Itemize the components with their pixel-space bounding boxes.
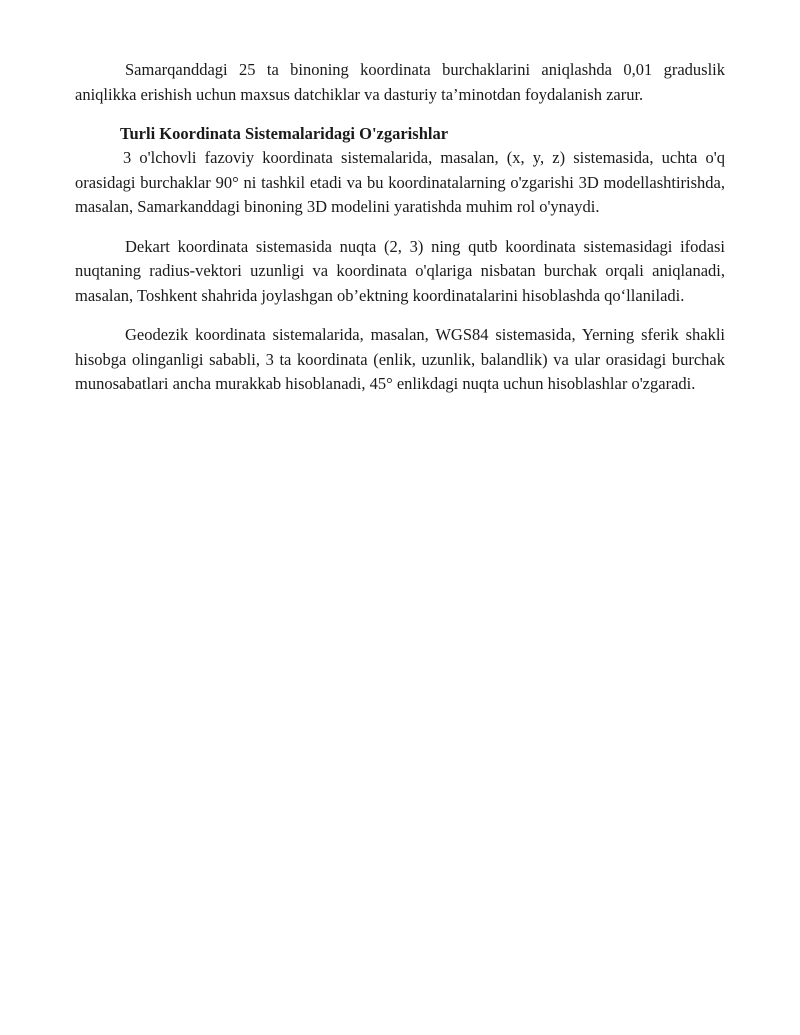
document-page xyxy=(75,58,725,397)
paragraph-geodetic: Geodezik koordinata sistemalarida, masalan, WGS84 sistemasida, Yerning sferik shakli hisobga olinganligi sababli, 3 ta koordinata (enlik, uzunlik, balandlik) va ular orasidagi burchak munosabatlari ancha murakkab hisoblanadi, 45° enlikdagi nuqta uchun hisoblashlar o'zgaradi. xyxy=(75,325,725,393)
paragraph-cartesian-polar: Dekart koordinata sistemasida nuqta (2, 3) ning qutb koordinata sistemasidagi ifodasi nuqtaning radius-vektori uzunligi va koordinata o'qlariga nisbatan burchak orqali aniqlanadi, masalan, Toshkent shahrida joylashgan ob’ektning koordinatalarini hisoblashda qo‘llaniladi. xyxy=(75,236,725,305)
section-heading: Turli Koordinata Sistemalaridagi O'zgarishlar xyxy=(120,124,449,143)
paragraph-3d-coordinates: 3 o'lchovli fazoviy koordinata sistemalarida, masalan, (x, y, z) sistemasida, uchta o'q orasidagi burchaklar 90° ni tashkil etadi va bu koordinatalarning o'zgarishi 3D modellashtirishda, masalan, Samarkanddagi binoning 3D modelini yaratishda muhim rol o'ynaydi. xyxy=(75,148,725,216)
paragraph-intro: Samarqanddagi 25 ta binoning koordinata burchaklarini aniqlashda 0,01 graduslik aniqlikka erishish uchun maxsus datchiklar va dasturiy ta’minotdan foydalanish zarur. xyxy=(75,60,725,104)
